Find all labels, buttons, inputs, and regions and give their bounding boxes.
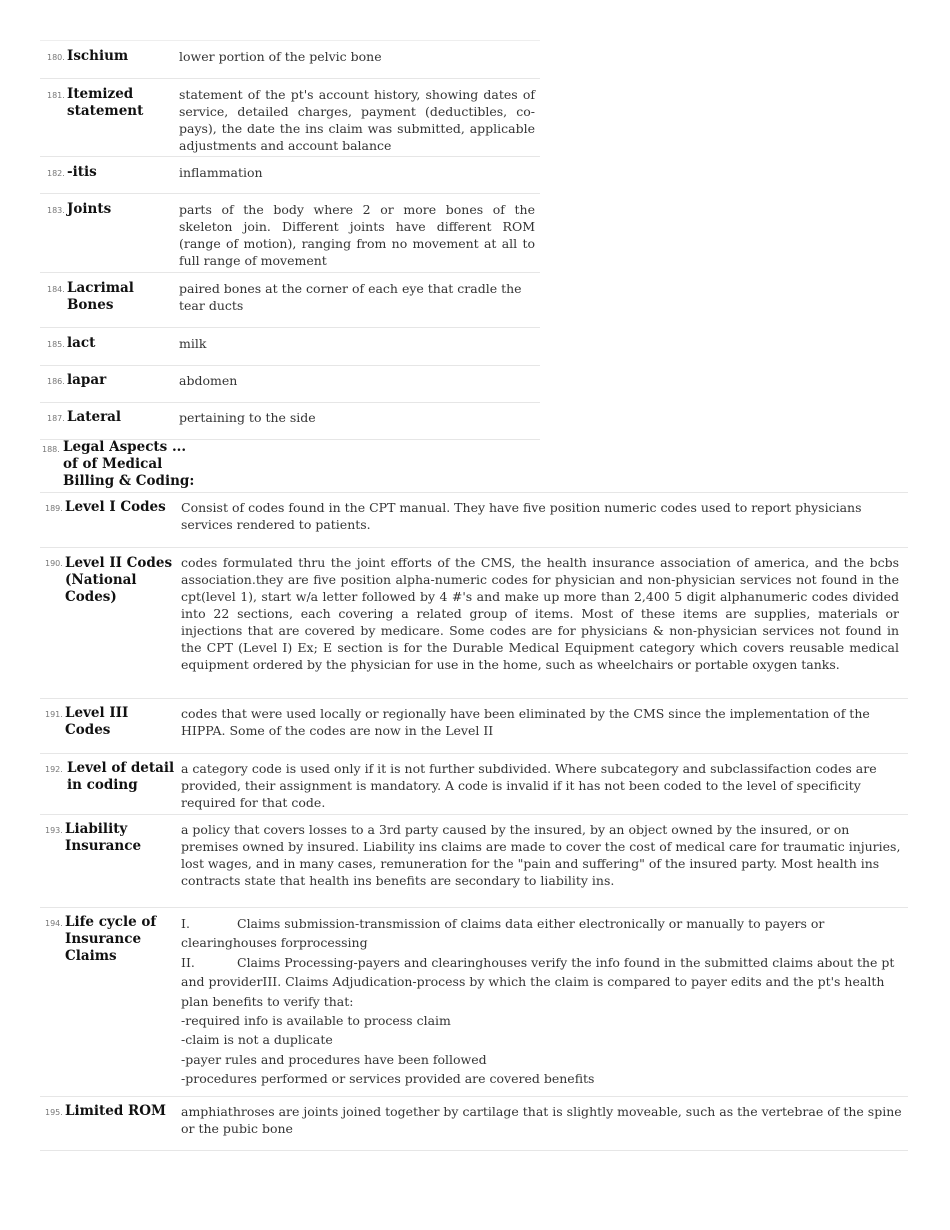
entry-definition: codes formulated thru the joint efforts of the CMS, the health insurance association of america, and the bcbs association.they are five position alpha-numeric codes for physician and non-physician services not found in the cpt(level 1), start w/a letter followed by 4 #'s and make up more than 2,400 5 digit alphanumeric codes divided into 22 sections, each covering a related group of items. Most of these items are supplies, materials or injections that are covered by medicare. Some codes are for physicians & non-physician services not found in the CPT (Level I) Ex; E section is for the Durable Medical Equipment category which covers reusable medical equipment ordered by the physician for use in the home, such as wheelchairs or portable oxygen tanks.: [181, 555, 899, 672]
entry-number: 190.: [45, 559, 63, 568]
step-text: Claims Processing-payers and clearinghouses verify the info found in the submitted claims about the pt and providerIII. Claims Adjudication-process by which the claim is compared to payer edits and the pt's health plan benefits to verify that:: [181, 954, 895, 1009]
entry-term: Life cycle of Insurance Claims: [65, 914, 157, 964]
entry-term: Itemized statement: [67, 86, 144, 119]
entry-definition: abdomen: [179, 373, 238, 388]
entry-definition: a policy that covers losses to a 3rd party caused by the insured, by an object owned by the insured, or on premises owned by insured. Liability ins claims are made to cover the cost of medical care for traumatic injuries, lost wages, and in many cases, remuneration for the "pain and suffering" of the insured party. Most health ins contracts state that health ins benefits are secondary to liability ins.: [181, 822, 901, 888]
claim-requirement: -claim is not a duplicate: [181, 1032, 333, 1048]
entry-definition: statement of the pt's account history, showing dates of service, detailed charges, payment (deductibles, co-pays), the date the ins claim was submitted, applicable adjustments and account balance: [179, 87, 535, 153]
claim-requirement: -required info is available to process claim: [181, 1013, 451, 1029]
entry-term: Legal Aspects ... of of Medical Billing & Coding:: [63, 439, 195, 489]
entry-number: 193.: [45, 826, 63, 835]
claim-step: [181, 953, 906, 1011]
entry-definition: paired bones at the corner of each eye that cradle the tear ducts: [179, 281, 522, 313]
entry-number: 185.: [47, 340, 65, 349]
entry-definition: amphiathroses are joints joined together by cartilage that is slightly moveable, such as the vertebrae of the spine or the pubic bone: [181, 1104, 902, 1136]
step-text: Claims submission-transmission of claims data either electronically or manually to payers or clearinghouses forprocessing: [181, 916, 825, 951]
entry-number: 188.: [42, 445, 60, 454]
entry-term: Ischium: [67, 48, 129, 64]
entry-term: Liability Insurance: [65, 821, 142, 854]
claim-requirement: -payer rules and procedures have been followed: [181, 1051, 487, 1067]
entry-term: Lacrimal Bones: [67, 280, 134, 313]
entry-definition: lower portion of the pelvic bone: [179, 49, 382, 64]
entry-term: Lateral: [67, 409, 122, 425]
entry-number: 184.: [47, 285, 65, 294]
step-marker: I.: [181, 916, 190, 931]
entry-number: 183.: [47, 206, 65, 215]
step-marker: II.: [181, 954, 195, 970]
entry-number: 192.: [45, 765, 63, 774]
entry-number: 186.: [47, 377, 65, 386]
entry-term: lact: [67, 335, 96, 351]
entry-number: 189.: [45, 504, 63, 513]
entry-definition: pertaining to the side: [179, 410, 316, 425]
entry-definition: [181, 914, 906, 1089]
entry-term: -itis: [67, 164, 97, 180]
entry-definition: a category code is used only if it is not further subdivided. Where subcategory and subclassifaction codes are provided, their assignment is mandatory. A code is invalid if it has not been coded to the level of specificity required for that code.: [181, 761, 877, 810]
claim-requirement: -procedures performed or services provided are covered benefits: [181, 1071, 595, 1087]
entry-definition: Consist of codes found in the CPT manual. They have five position numeric codes used to report physicians services rendered to patients.: [181, 500, 862, 532]
entry-number: 187.: [47, 414, 65, 423]
entry-number: 195.: [45, 1108, 63, 1117]
entry-definition: parts of the body where 2 or more bones of the skeleton join. Different joints have different ROM (range of motion), ranging from no movement at all to full range of movement: [179, 202, 535, 268]
claim-step: [181, 914, 906, 953]
entry-number: 191.: [45, 710, 63, 719]
entry-term: lapar: [67, 372, 107, 388]
entry-term: Level II Codes (National Codes): [65, 555, 173, 605]
entry-term: Level I Codes: [65, 499, 166, 515]
entry-term: Limited ROM: [65, 1103, 166, 1119]
entry-definition: codes that were used locally or regionally have been eliminated by the CMS since the implementation of the HIPPA. Some of the codes are now in the Level II: [181, 706, 870, 738]
entry-term: Level of detail in coding: [67, 760, 175, 793]
entry-term: Level III Codes: [65, 705, 129, 738]
entry-number: 181.: [47, 91, 65, 100]
entry-number: 194.: [45, 919, 63, 928]
entry-number: 180.: [47, 53, 65, 62]
entry-term: Joints: [67, 201, 112, 217]
entry-number: 182.: [47, 169, 65, 178]
entry-definition: milk: [179, 336, 207, 351]
entry-definition: inflammation: [179, 165, 263, 180]
